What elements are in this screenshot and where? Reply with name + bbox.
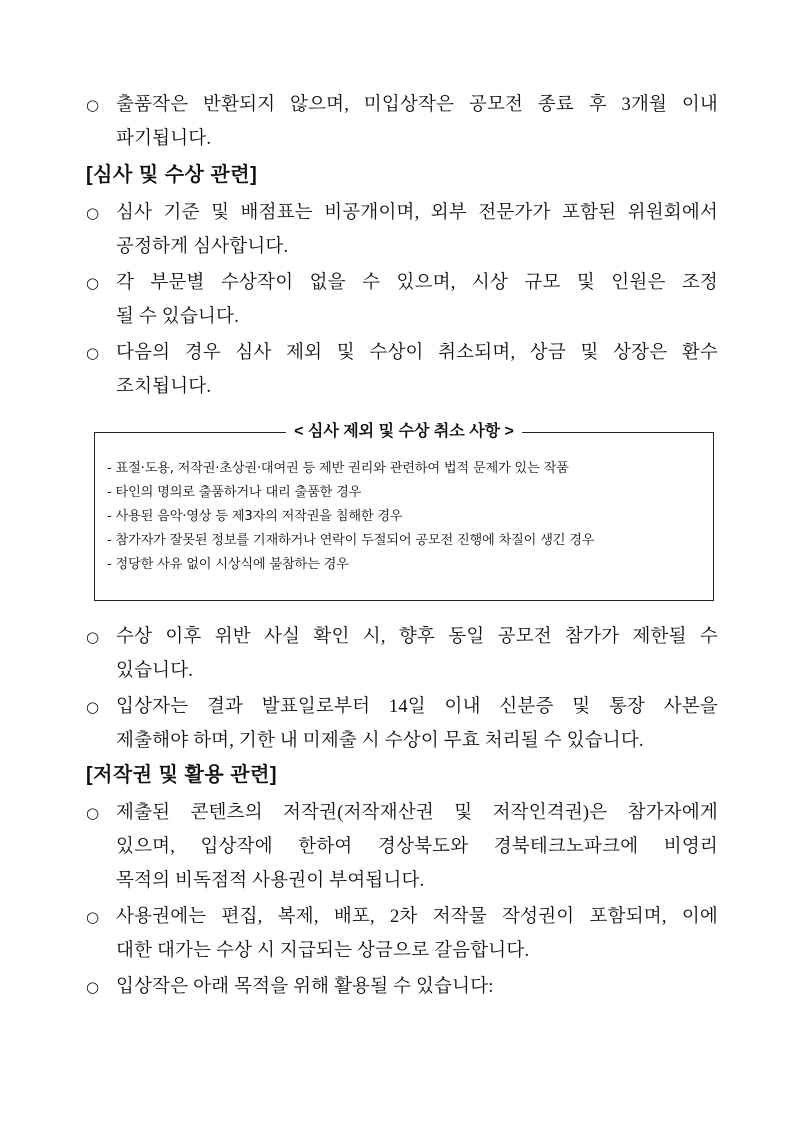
notice-item: - 정당한 사유 없이 시상식에 불참하는 경우 <box>107 557 349 572</box>
paragraph-copyright-ownership <box>86 796 718 898</box>
section-heading-review: [심사 및 수상 관련] <box>86 164 258 186</box>
bullet-circle-icon: ○ <box>86 274 100 292</box>
paragraph-line: 있으며, 입상작에 한하여 경상북도와 경북테크노파크에 비영리 <box>116 837 718 857</box>
bullet-circle-icon: ○ <box>86 978 100 996</box>
paragraph-disqualification <box>86 336 718 404</box>
paragraph-line: 있습니다. <box>116 661 194 681</box>
paragraph-usage-rights <box>86 900 718 968</box>
notice-item: - 타인의 명의로 출품하거나 대리 출품한 경우 <box>107 485 362 500</box>
paragraph-line: 다음의 경우 심사 제외 및 수상이 취소되며, 상금 및 상장은 환수 <box>116 343 718 363</box>
paragraph-award-adjustment <box>86 266 718 334</box>
paragraph-line: 입상자는 결과 발표일로부터 14일 이내 신분증 및 통장 사본을 <box>116 697 718 717</box>
notice-list <box>107 457 707 577</box>
bullet-circle-icon: ○ <box>86 628 100 646</box>
paragraph-line: 대한 대가는 수상 시 지급되는 상금으로 갈음합니다. <box>116 941 530 961</box>
paragraph-line: 제출된 콘텐츠의 저작권(저작재산권 및 저작인격권)은 참가자에게 <box>116 803 718 823</box>
paragraph-return-policy <box>86 88 718 156</box>
paragraph-line: 심사 기준 및 배점표는 비공개이며, 외부 전문가가 포함된 위원회에서 <box>116 203 718 223</box>
paragraph-line: 공정하게 심사합니다. <box>116 237 289 257</box>
notice-item: - 표절·도용, 저작권·초상권·대여권 등 제반 권리와 관련하여 법적 문제가 있는 작품 <box>107 461 569 476</box>
paragraph-line: 목적의 비독점적 사용권이 부여됩니다. <box>116 871 425 891</box>
bullet-circle-icon: ○ <box>86 908 100 926</box>
notice-title <box>95 419 713 445</box>
paragraph-line: 출품작은 반환되지 않으며, 미입상작은 공모전 종료 후 3개월 이내 <box>116 95 718 115</box>
notice-item: - 참가자가 잘못된 정보를 기재하거나 연락이 두절되어 공모전 진행에 차질이 생긴 경우 <box>107 533 595 548</box>
bullet-circle-icon: ○ <box>86 804 100 822</box>
bullet-circle-icon: ○ <box>86 344 100 362</box>
notice-item: - 사용된 음악·영상 등 제3자의 저작권을 침해한 경우 <box>107 509 403 524</box>
paragraph-participation-restriction <box>86 620 718 688</box>
bullet-circle-icon: ○ <box>86 204 100 222</box>
paragraph-document-submission <box>86 690 718 758</box>
disqualification-notice-box <box>94 423 714 601</box>
paragraph-review-criteria <box>86 196 718 264</box>
paragraph-line: 조치됩니다. <box>116 377 212 397</box>
paragraph-line: 될 수 있습니다. <box>116 307 239 327</box>
paragraph-line: 수상 이후 위반 사실 확인 시, 향후 동일 공모전 참가가 제한될 수 <box>116 627 718 647</box>
bullet-circle-icon: ○ <box>86 96 100 114</box>
paragraph-line: 각 부문별 수상작이 없을 수 있으며, 시상 규모 및 인원은 조정 <box>116 273 718 293</box>
section-heading-copyright: [저작권 및 활용 관련] <box>86 764 278 786</box>
paragraph-line: 제출해야 하며, 기한 내 미제출 시 수상이 무효 처리될 수 있습니다. <box>116 731 644 751</box>
paragraph-line: 사용권에는 편집, 복제, 배포, 2차 저작물 작성권이 포함되며, 이에 <box>116 907 718 927</box>
bullet-circle-icon: ○ <box>86 698 100 716</box>
paragraph-line: 파기됩니다. <box>116 129 212 149</box>
paragraph-line: 입상작은 아래 목적을 위해 활용될 수 있습니다: <box>116 977 494 997</box>
notice-title-text: < 심사 제외 및 수상 취소 사항 > <box>286 423 522 440</box>
paragraph-usage-purpose <box>86 970 718 1004</box>
